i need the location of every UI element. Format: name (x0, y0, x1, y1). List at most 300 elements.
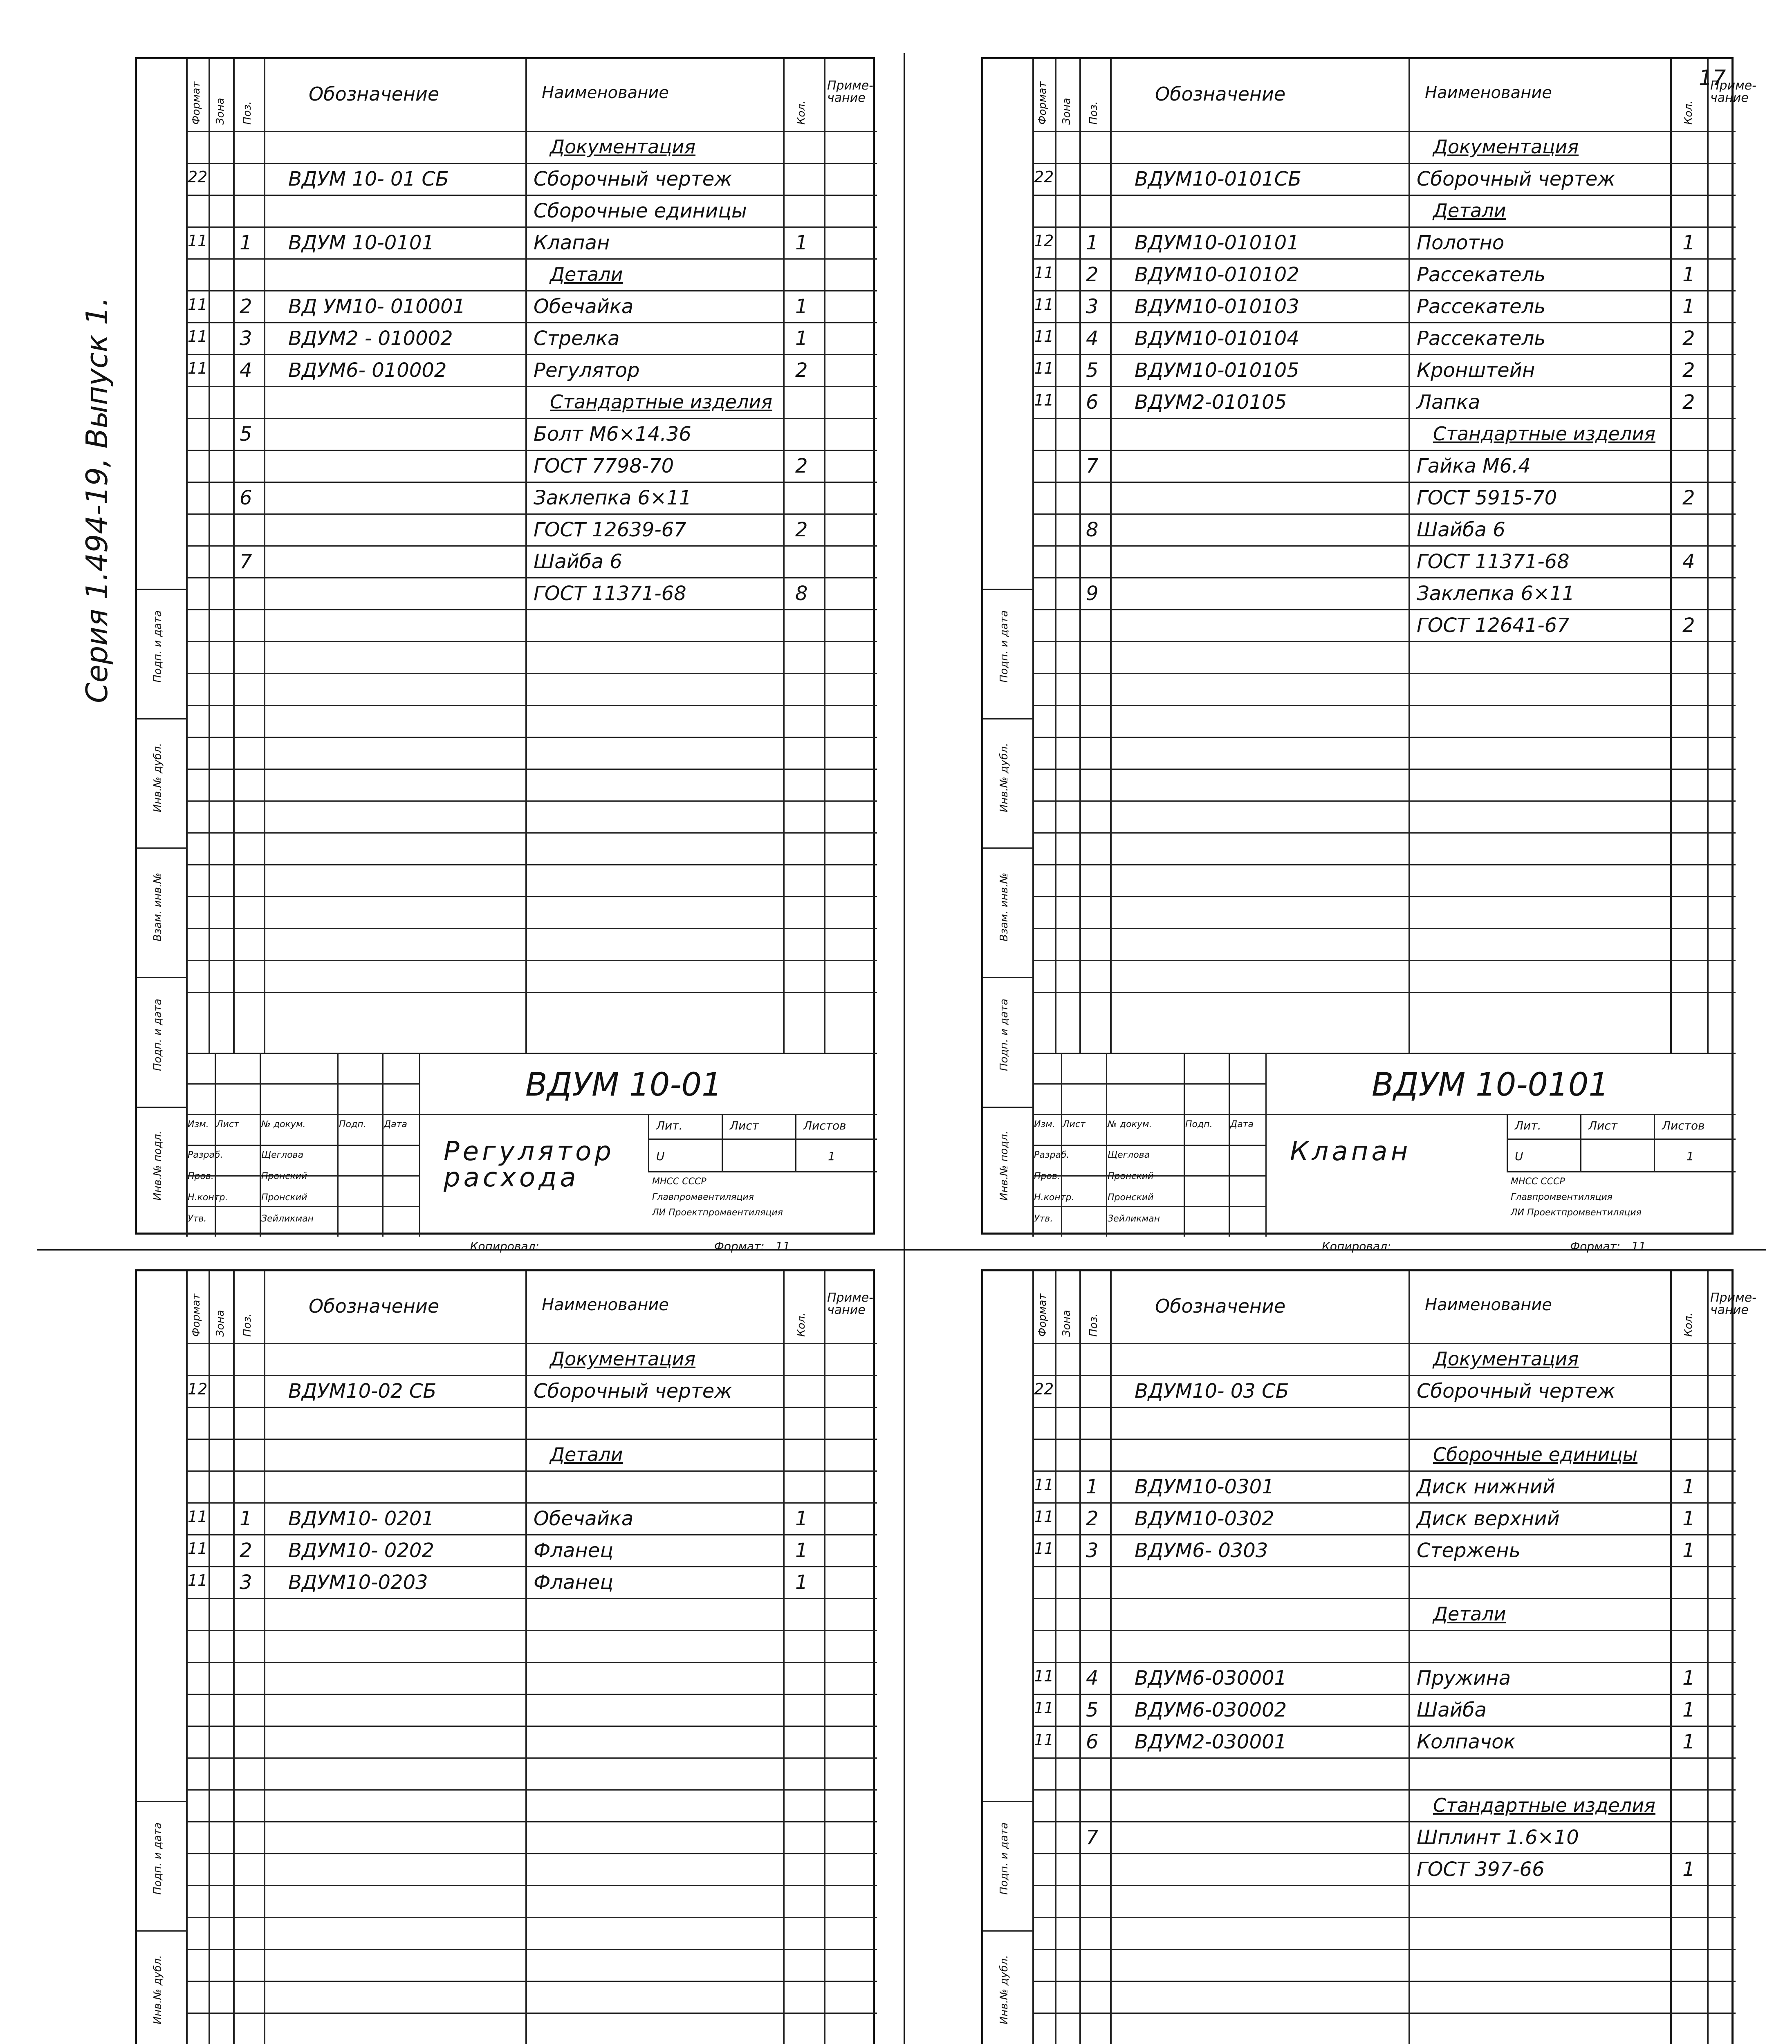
title-block-label: Лист (216, 1119, 239, 1130)
row-line (1032, 960, 1736, 961)
row-format: 12 (1034, 232, 1054, 250)
row-name: Клапан (534, 231, 610, 254)
title-block-person: Зейликман (1108, 1214, 1160, 1224)
header-name: Наименование (1425, 1295, 1552, 1314)
section-heading: Документация (550, 136, 696, 158)
title-block-row (186, 1206, 419, 1207)
row-line (1032, 482, 1736, 483)
row-name: ГОСТ 11371-68 (1417, 550, 1570, 573)
row-name: Гайка М6.4 (1417, 455, 1531, 477)
organization-line: Главпромвентиляция (1511, 1192, 1613, 1202)
row-line (1032, 864, 1736, 865)
row-line (186, 482, 877, 483)
title-block-person: Пронский (1108, 1171, 1154, 1181)
row-line (186, 450, 877, 451)
row-name: Полотно (1417, 231, 1505, 254)
side-label: Инв.№ дубл. (998, 1954, 1010, 2024)
header-designation: Обозначение (1155, 83, 1286, 105)
row-line (186, 1789, 877, 1791)
sheet-divider-vertical (904, 53, 905, 2044)
lit-value: U (1515, 1150, 1523, 1163)
row-position: 7 (240, 550, 252, 573)
row-name: Пружина (1417, 1667, 1511, 1690)
header-zone: Зона (1061, 1310, 1073, 1337)
row-line (1032, 896, 1736, 897)
row-quantity: 2 (795, 518, 808, 541)
row-format: 11 (188, 232, 208, 250)
row-format: 11 (1034, 1667, 1054, 1685)
row-line (1032, 1885, 1736, 1886)
organization-line: Главпромвентиляция (652, 1192, 754, 1202)
row-name: Регулятор (534, 359, 640, 382)
row-line (1032, 1853, 1736, 1854)
row-line (1032, 1757, 1736, 1759)
row-line (1032, 928, 1736, 929)
sheets-count-label: Листов (1662, 1119, 1705, 1132)
title-block-role: Пров. (188, 1171, 214, 1181)
row-line (1032, 1630, 1736, 1631)
row-position: 4 (1086, 1667, 1099, 1690)
row-designation: ВДУМ10-0203 (288, 1571, 428, 1594)
row-format: 11 (1034, 264, 1054, 282)
row-line (1032, 1662, 1736, 1663)
row-designation: ВДУМ10-0301 (1135, 1475, 1274, 1498)
row-line (186, 290, 877, 291)
section-heading: Стандартные изделия (1433, 1794, 1655, 1816)
row-quantity: 1 (795, 1571, 808, 1594)
row-line (186, 1407, 877, 1408)
column-line (1110, 59, 1112, 1053)
row-quantity: 1 (795, 1539, 808, 1562)
lit-box-col (795, 1114, 796, 1171)
row-position: 1 (240, 231, 252, 254)
row-designation: ВДУМ 10- 01 СБ (288, 168, 449, 191)
header-note: Приме-чание (827, 78, 874, 105)
row-name: ГОСТ 7798-70 (534, 455, 674, 477)
organization-line: МНСС СССР (652, 1177, 706, 1187)
row-position: 4 (1086, 327, 1099, 350)
row-designation: ВДУМ 10-0101 (288, 231, 434, 254)
row-name: Диск верхний (1417, 1507, 1560, 1530)
row-name: Болт М6×14.36 (534, 423, 691, 446)
title-block-col (419, 1053, 420, 1237)
title-block-label: № докум. (261, 1119, 306, 1130)
row-line (186, 1662, 877, 1663)
row-designation: ВДУМ2-030001 (1135, 1730, 1287, 1753)
column-line (1055, 59, 1056, 1053)
row-name: Сборочные единицы (534, 199, 747, 222)
title-block-row (186, 1083, 419, 1085)
side-strip-divider (983, 847, 1032, 849)
lit-box-col (1654, 1114, 1655, 1171)
row-quantity: 1 (1682, 1730, 1695, 1753)
title-code-divider (1265, 1114, 1736, 1115)
row-format: 11 (1034, 327, 1054, 345)
title-block-role: Н.контр. (1034, 1192, 1074, 1203)
row-format: 11 (1034, 1540, 1054, 1558)
row-format: 11 (188, 327, 208, 345)
row-name: ГОСТ 11371-68 (534, 582, 686, 605)
row-line (1032, 354, 1736, 355)
row-name: Обечайка (534, 1507, 634, 1530)
title-block-label: Изм. (1034, 1119, 1055, 1130)
document-code: ВДУМ 10-0101 (1372, 1067, 1609, 1103)
header-divider (186, 1343, 877, 1344)
row-name: Рассекатель (1417, 327, 1546, 350)
row-designation: ВДУМ10- 0201 (288, 1507, 434, 1530)
section-heading: Детали (550, 263, 623, 285)
row-name: Рассекатель (1417, 263, 1546, 286)
row-position: 5 (240, 423, 252, 446)
title-block-label: Дата (1230, 1119, 1254, 1130)
row-format: 11 (188, 1540, 208, 1558)
row-format: 11 (188, 296, 208, 314)
series-margin-note: Серия 1.494-19, Выпуск 1. (80, 297, 114, 703)
row-line (186, 800, 877, 802)
row-position: 1 (1086, 1475, 1099, 1498)
row-quantity: 2 (1682, 614, 1695, 637)
title-block-role: Утв. (1034, 1214, 1053, 1224)
side-strip-divider (137, 847, 186, 849)
title-block-row (1032, 1145, 1265, 1146)
format-value: 11 (1631, 1239, 1646, 1253)
title-block-label: Подп. (1185, 1119, 1213, 1130)
row-designation: ВДУМ6- 0303 (1135, 1539, 1268, 1562)
row-quantity: 2 (1682, 359, 1695, 382)
section-heading: Сборочные единицы (1433, 1443, 1638, 1466)
row-line (1032, 2013, 1736, 2014)
side-strip-divider (137, 718, 186, 719)
header-note: Приме-чание (1710, 1291, 1757, 1317)
format-label: Формат: (1570, 1239, 1621, 1253)
header-pos: Поз. (1088, 1313, 1100, 1337)
header-note: Приме-чание (827, 1291, 874, 1317)
row-position: 3 (1086, 1539, 1099, 1562)
title-block-row (1032, 1083, 1265, 1085)
row-line (186, 1566, 877, 1567)
row-line (186, 322, 877, 323)
column-line (1707, 1271, 1709, 2044)
row-line (1032, 673, 1736, 674)
lit-box-col (1580, 1114, 1581, 1171)
copied-label: Копировал: (470, 1239, 539, 1253)
side-label: Подп. и дата (152, 610, 164, 683)
row-designation: ВДУМ10-0302 (1135, 1507, 1274, 1530)
title-block-role: Пров. (1034, 1171, 1060, 1181)
row-line (186, 673, 877, 674)
header-name: Наименование (542, 1295, 669, 1314)
row-name: Фланец (534, 1539, 613, 1562)
row-line (186, 1981, 877, 1982)
row-name: ГОСТ 5915-70 (1417, 486, 1557, 509)
side-label: Инв.№ подл. (152, 1130, 164, 1201)
row-line (186, 1534, 877, 1535)
row-position: 9 (1086, 582, 1099, 605)
row-line (1032, 1534, 1736, 1535)
header-designation: Обозначение (309, 1295, 440, 1317)
side-strip-divider (983, 1801, 1032, 1802)
header-pos: Поз. (241, 101, 253, 125)
row-position: 5 (1086, 359, 1099, 382)
column-line (824, 59, 825, 1053)
row-name: Колпачок (1417, 1730, 1516, 1753)
title-block-label: № докум. (1108, 1119, 1152, 1130)
row-quantity: 2 (1682, 391, 1695, 414)
header-divider (1032, 1343, 1736, 1344)
section-heading: Документация (1433, 1348, 1579, 1370)
spec-sheet (135, 1269, 875, 2044)
row-designation: ВДУМ2-010105 (1135, 391, 1287, 414)
row-line (1032, 386, 1736, 387)
row-line (1032, 545, 1736, 547)
row-quantity: 2 (1682, 327, 1695, 350)
row-line (1032, 641, 1736, 642)
side-strip-divider (137, 1107, 186, 1108)
row-line (186, 195, 877, 196)
row-line (186, 737, 877, 738)
side-label: Подп. и дата (998, 610, 1010, 683)
row-line (1032, 1502, 1736, 1504)
side-label: Подп. и дата (998, 999, 1010, 1071)
row-format: 11 (1034, 359, 1054, 377)
row-line (186, 545, 877, 547)
header-qty: Кол. (795, 1312, 807, 1337)
title-block-person: Зейликман (261, 1214, 314, 1224)
row-line (1032, 322, 1736, 323)
header-zone: Зона (214, 1310, 227, 1337)
spec-sheet (981, 57, 1757, 1253)
section-heading: Детали (550, 1443, 623, 1466)
row-line (1032, 1407, 1736, 1408)
row-line (1032, 290, 1736, 291)
column-line (264, 59, 265, 1053)
column-line (1110, 1271, 1112, 2044)
side-label: Инв.№ дубл. (152, 1954, 164, 2024)
sheets-count-value: 1 (1687, 1150, 1694, 1163)
row-designation: ВДУМ6-030001 (1135, 1667, 1287, 1690)
header-designation: Обозначение (1155, 1295, 1286, 1317)
section-heading: Документация (1433, 136, 1579, 158)
header-designation: Обозначение (309, 83, 440, 105)
row-position: 6 (1086, 391, 1099, 414)
row-line (1032, 577, 1736, 578)
header-format: Формат (190, 81, 202, 125)
row-position: 1 (1086, 231, 1099, 254)
header-pos: Поз. (241, 1313, 253, 1337)
organization-line: МНСС СССР (1511, 1177, 1565, 1187)
row-designation: ВДУМ10-010102 (1135, 263, 1299, 286)
row-quantity: 4 (1682, 550, 1695, 573)
row-name: Сборочный чертеж (534, 168, 732, 191)
title-block-row (1032, 1114, 1265, 1115)
side-strip-divider (983, 977, 1032, 978)
title-block-person: Щеглова (261, 1150, 304, 1160)
header-name: Наименование (542, 83, 669, 102)
row-line (186, 1885, 877, 1886)
column-line (233, 1271, 235, 2044)
header-zone: Зона (214, 98, 227, 125)
title-block-label: Изм. (188, 1119, 209, 1130)
row-name: Шайба (1417, 1699, 1487, 1721)
row-position: 7 (1086, 455, 1099, 477)
row-quantity: 1 (795, 1507, 808, 1530)
header-pos: Поз. (1088, 101, 1100, 125)
title-block-role: Разраб. (188, 1150, 223, 1160)
side-label: Инв.№ подл. (998, 1130, 1010, 1201)
title-block-role: Утв. (188, 1214, 207, 1224)
row-line (186, 832, 877, 834)
row-quantity: 1 (795, 231, 808, 254)
row-quantity: 1 (1682, 1539, 1695, 1562)
row-position: 4 (240, 359, 252, 382)
lit-label: Лит. (656, 1119, 683, 1132)
row-quantity: 8 (795, 582, 808, 605)
row-line (1032, 1439, 1736, 1440)
section-heading: Стандартные изделия (550, 391, 772, 413)
row-line (1032, 1726, 1736, 1727)
row-line (1032, 1789, 1736, 1791)
column-line (1055, 1271, 1056, 2044)
format-label: Формат: (714, 1239, 765, 1253)
row-format: 22 (1034, 168, 1054, 186)
row-position: 2 (1086, 263, 1099, 286)
side-label: Подп. и дата (998, 1822, 1010, 1895)
row-line (1032, 1470, 1736, 1472)
header-qty: Кол. (1682, 100, 1695, 125)
lit-box-bottom (648, 1171, 877, 1172)
row-line (1032, 992, 1736, 993)
spec-sheet (981, 1269, 1757, 2044)
row-line (1032, 163, 1736, 164)
side-strip-divider (983, 1930, 1032, 1932)
row-position: 7 (1086, 1826, 1099, 1849)
header-note: Приме-чание (1710, 78, 1757, 105)
row-position: 3 (1086, 295, 1099, 318)
row-line (1032, 1598, 1736, 1599)
organization-line: ЛИ Проектпромвентиляция (652, 1208, 783, 1218)
side-label: Взам. инв.№ (998, 873, 1010, 942)
title-block-label: Дата (384, 1119, 407, 1130)
row-position: 6 (1086, 1730, 1099, 1753)
column-line (824, 1271, 825, 2044)
sheets-count-value: 1 (828, 1150, 835, 1163)
sheets-count-label: Листов (803, 1119, 846, 1132)
row-line (1032, 737, 1736, 738)
row-line (1032, 769, 1736, 770)
row-name: Диск нижний (1417, 1475, 1555, 1498)
row-format: 11 (1034, 1508, 1054, 1526)
row-quantity: 1 (1682, 1667, 1695, 1690)
column-line (525, 1271, 527, 2044)
header-qty: Кол. (795, 100, 807, 125)
row-format: 11 (188, 1571, 208, 1589)
row-line (186, 992, 877, 993)
row-line (186, 577, 877, 578)
side-label: Инв.№ дубл. (152, 742, 164, 812)
document-title: Клапан (1290, 1136, 1411, 1167)
row-quantity: 1 (1682, 231, 1695, 254)
organization-line: ЛИ Проектпромвентиляция (1511, 1208, 1642, 1218)
row-line (186, 1757, 877, 1759)
column-line (186, 59, 188, 1053)
side-strip-divider (983, 1107, 1032, 1108)
row-designation: ВДУМ10-0101СБ (1135, 168, 1302, 191)
sheet-label: Лист (730, 1119, 759, 1132)
row-quantity: 1 (1682, 263, 1695, 286)
row-name: Стержень (1417, 1539, 1521, 1562)
lit-box-col (722, 1114, 723, 1171)
title-block-label: Подп. (339, 1119, 366, 1130)
row-name: Обечайка (534, 295, 634, 318)
row-line (186, 609, 877, 610)
page-number: 17 (1699, 66, 1726, 90)
title-block-role: Разраб. (1034, 1150, 1070, 1160)
row-line (186, 1949, 877, 1950)
column-line (1408, 59, 1410, 1053)
side-strip-divider (983, 589, 1032, 590)
row-line (186, 1598, 877, 1599)
row-name: Стрелка (534, 327, 620, 350)
side-strip-divider (137, 1801, 186, 1802)
lit-box-border (1507, 1114, 1508, 1171)
row-line (186, 705, 877, 706)
lit-label: Лит. (1515, 1119, 1541, 1132)
row-line (186, 1470, 877, 1472)
column-line (1670, 1271, 1672, 2044)
row-position: 2 (240, 1539, 252, 1562)
row-line (186, 418, 877, 419)
row-designation: ВДУМ10- 0202 (288, 1539, 434, 1562)
row-format: 22 (188, 168, 208, 186)
row-name: Заклепка 6×11 (1417, 582, 1575, 605)
row-format: 11 (188, 359, 208, 377)
row-position: 2 (240, 295, 252, 318)
header-format: Формат (190, 1293, 202, 1337)
sheet-divider-horizontal (37, 1249, 1766, 1251)
row-designation: ВДУМ10-010104 (1135, 327, 1299, 350)
title-block-row (186, 1145, 419, 1146)
row-position: 1 (240, 1507, 252, 1530)
row-position: 2 (1086, 1507, 1099, 1530)
row-line (1032, 226, 1736, 228)
row-position: 8 (1086, 518, 1099, 541)
row-line (186, 354, 877, 355)
row-line (1032, 513, 1736, 515)
row-line (186, 163, 877, 164)
row-name: ГОСТ 397-66 (1417, 1858, 1545, 1881)
column-line (783, 1271, 785, 2044)
row-quantity: 2 (795, 455, 808, 477)
column-line (209, 59, 210, 1053)
section-heading: Стандартные изделия (1433, 423, 1655, 445)
title-block-person: Пронский (1108, 1192, 1154, 1203)
header-zone: Зона (1061, 98, 1073, 125)
row-line (186, 1375, 877, 1376)
side-label: Подп. и дата (152, 999, 164, 1071)
row-position: 3 (240, 1571, 252, 1594)
column-line (264, 1271, 265, 2044)
lit-box-divider (1507, 1139, 1736, 1140)
title-block-col (1265, 1053, 1267, 1237)
row-designation: ВДУМ2 - 010002 (288, 327, 453, 350)
row-line (1032, 258, 1736, 260)
title-block-row (186, 1114, 419, 1115)
row-line (186, 1853, 877, 1854)
row-line (186, 226, 877, 228)
copied-label: Копировал: (1322, 1239, 1391, 1253)
row-line (1032, 705, 1736, 706)
row-line (186, 513, 877, 515)
